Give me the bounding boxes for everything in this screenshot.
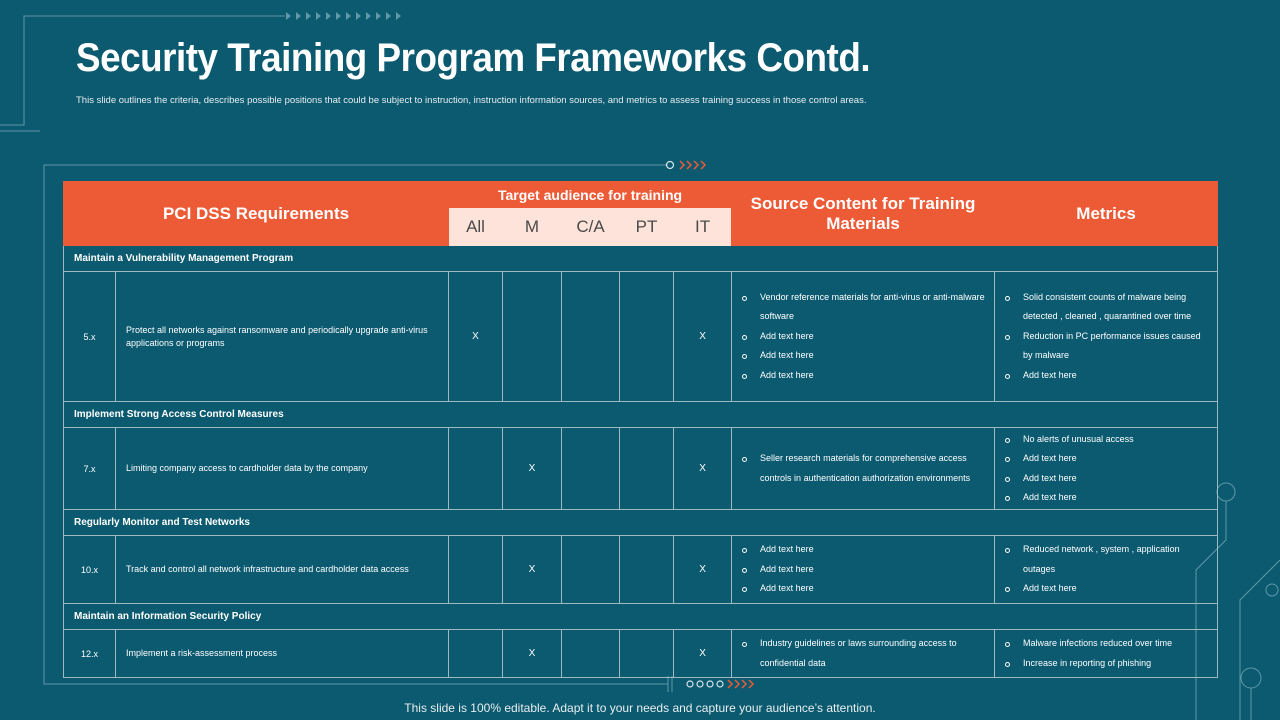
requirement-text: Implement a risk-assessment process <box>116 630 449 678</box>
list-item: Increase in reporting of phishing <box>1005 654 1211 674</box>
header-target-audience: Target audience for training <box>449 182 732 209</box>
section-title: Implement Strong Access Control Measures <box>64 402 1218 428</box>
requirement-number: 7.x <box>64 428 116 510</box>
mark-it: X <box>674 272 732 402</box>
list-item: Add text here <box>1005 579 1211 599</box>
list-item: Vendor reference materials for anti-virus or anti-malware software <box>742 288 988 327</box>
section-title: Regularly Monitor and Test Networks <box>64 510 1218 536</box>
mark-all <box>449 536 503 604</box>
requirement-number: 10.x <box>64 536 116 604</box>
audience-all: All <box>449 209 503 246</box>
mark-pt <box>620 536 674 604</box>
mark-ca <box>562 630 620 678</box>
metrics-cell <box>995 428 1218 510</box>
source-cell <box>732 272 995 402</box>
table-row <box>64 630 1218 678</box>
requirement-text: Protect all networks against ransomware and periodically upgrade anti-virus applications or programs <box>116 272 449 402</box>
requirement-text: Track and control all network infrastructure and cardholder data access <box>116 536 449 604</box>
table-row <box>64 272 1218 402</box>
page-title: Security Training Program Frameworks Contd. <box>76 36 871 80</box>
audience-ca: C/A <box>562 209 620 246</box>
list-item: Reduced network , system , application outages <box>1005 540 1211 579</box>
list-item: Add text here <box>742 560 988 580</box>
list-item: Add text here <box>1005 469 1211 489</box>
list-item: Add text here <box>1005 366 1211 386</box>
mark-m <box>503 272 562 402</box>
header-metrics: Metrics <box>995 182 1218 246</box>
audience-it: IT <box>674 209 732 246</box>
mark-m: X <box>503 428 562 510</box>
list-item: Solid consistent counts of malware being detected , cleaned , quarantined over time <box>1005 288 1211 327</box>
metrics-cell <box>995 630 1218 678</box>
mark-ca <box>562 428 620 510</box>
metrics-cell <box>995 536 1218 604</box>
mark-ca <box>562 272 620 402</box>
list-item: No alerts of unusual access <box>1005 430 1211 450</box>
mark-all: X <box>449 272 503 402</box>
list-item: Industry guidelines or laws surrounding access to confidential data <box>742 634 988 673</box>
list-item: Add text here <box>742 540 988 560</box>
mark-pt <box>620 428 674 510</box>
mark-it: X <box>674 630 732 678</box>
footer-note: This slide is 100% editable. Adapt it to your needs and capture your audience’s attention. <box>404 701 876 715</box>
metrics-cell <box>995 272 1218 402</box>
list-item: Add text here <box>742 366 988 386</box>
list-item: Reduction in PC performance issues caused by malware <box>1005 327 1211 366</box>
mark-it: X <box>674 428 732 510</box>
mark-ca <box>562 536 620 604</box>
source-cell <box>732 428 995 510</box>
list-item: Add text here <box>742 327 988 347</box>
list-item: Add text here <box>1005 488 1211 508</box>
section-title: Maintain an Information Security Policy <box>64 604 1218 630</box>
list-item: Seller research materials for comprehensive access controls in authentication authorization environments <box>742 449 988 488</box>
mark-it: X <box>674 536 732 604</box>
list-item: Add text here <box>742 346 988 366</box>
frameworks-table <box>63 181 1218 678</box>
section-title: Maintain a Vulnerability Management Program <box>64 246 1218 272</box>
page-subtitle: This slide outlines the criteria, describes possible positions that could be subject to instruction, instruction information sources, and metrics to assess training success in those control areas. <box>76 95 867 106</box>
audience-pt: PT <box>620 209 674 246</box>
requirement-number: 5.x <box>64 272 116 402</box>
table-row <box>64 536 1218 604</box>
mark-m: X <box>503 536 562 604</box>
list-item: Add text here <box>1005 449 1211 469</box>
header-pci-dss-requirements: PCI DSS Requirements <box>64 182 449 246</box>
source-cell <box>732 536 995 604</box>
mark-all <box>449 428 503 510</box>
header-source-content: Source Content for Training Materials <box>732 182 995 246</box>
list-item: Malware infections reduced over time <box>1005 634 1211 654</box>
audience-m: M <box>503 209 562 246</box>
requirement-number: 12.x <box>64 630 116 678</box>
mark-m: X <box>503 630 562 678</box>
table-row <box>64 428 1218 510</box>
requirement-text: Limiting company access to cardholder data by the company <box>116 428 449 510</box>
mark-pt <box>620 630 674 678</box>
mark-pt <box>620 272 674 402</box>
list-item: Add text here <box>742 579 988 599</box>
source-cell <box>732 630 995 678</box>
mark-all <box>449 630 503 678</box>
